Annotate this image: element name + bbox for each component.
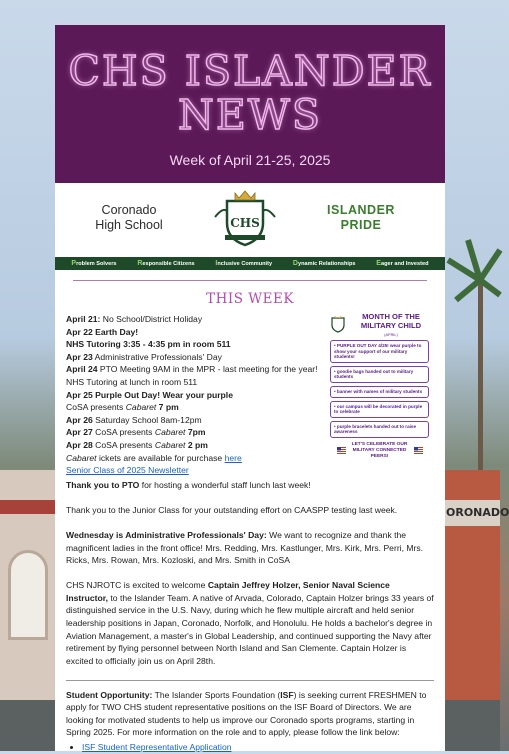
event-item: Apr 23 Administrative Professionals' Day	[66, 351, 222, 362]
event-item: Apr 26 Saturday School 8am-12pm	[66, 414, 202, 425]
event-item: Apr 28 CoSA presents Cabaret 2 pm	[66, 439, 208, 450]
palm-tree-image	[448, 220, 500, 470]
event-item: NHS Tutoring 3:35 - 4:35 pm in room 511	[66, 339, 231, 350]
event-item: April 21: No School/District Holiday	[66, 314, 203, 324]
event-item	[66, 464, 324, 477]
military-child-poster	[328, 312, 431, 459]
us-flag-icon	[337, 447, 346, 454]
school-name-line1: Coronado	[101, 203, 157, 217]
motto-line1: ISLANDER	[327, 203, 395, 217]
this-week-heading: THIS WEEK	[206, 291, 294, 307]
school-crest-icon	[213, 187, 277, 249]
article-divider	[66, 680, 434, 681]
building-sign: ORONADO	[444, 500, 500, 526]
articles	[55, 479, 445, 667]
crest-text: CHS	[230, 216, 260, 230]
njrotc-paragraph: CHS NJROTC is excited to welcome Captain Jeffrey Holzer, Senior Naval Science Instructor, to the Islander Team. A native of Arvada, Colorado, Captain Holzer brings 33 years of distinguished service in the U.S. Navy, during which he flew multiple aircraft and held senior leadership positions in Japan, Coronado, Norfolk, and Honolulu. He holds a bachelor's degree in Aviation Management, a master's in Global Leadership, and continued supporting the Navy after retirement by flying personnel between North Island and San Clemente. Captain Holzer is excited to officially join us on April 28th.	[66, 580, 434, 666]
event-item: Apr 22 Earth Day!	[66, 326, 139, 337]
event-item: April 24 PTO Meeting 9AM in the MPR - last meeting for the year!	[66, 364, 318, 375]
isf-application-link[interactable]: ISF Student Representative Application	[82, 742, 232, 753]
events-list	[66, 313, 324, 477]
week-label: Week of April 21-25, 2025	[169, 152, 331, 168]
poster-item: • purple bracelets handed out to raise awareness	[330, 421, 429, 438]
poster-item: • PURPLE OUT DAY 4/25! wear purple to show your support of our military students!	[330, 340, 429, 363]
poster-footer-text: LET'S CELEBRATE OUR MILITARY CONNECTED PEERS!	[351, 441, 408, 459]
poster-subtitle: (APRIL)	[384, 333, 398, 337]
value-item: Dynamic Relationships	[292, 260, 356, 267]
isf-paragraph: Student Opportunity: The Islander Sports Foundation (ISF) is seeking current FRESHMEN to apply for TWO CHS student representative positions on the ISF Board of Directors. We are looking for motivated students to help us improve our Coronado sports programs, starting in Spring 2025. For more information on the role and to apply, please follow the link below:	[66, 689, 427, 738]
poster-title: MONTH OF THE MILITARY CHILD	[360, 312, 422, 330]
us-flag-icon	[414, 447, 423, 454]
event-item: Apr 25 Purple Out Day! Wear your purple	[66, 389, 233, 400]
senior-newsletter-link[interactable]: Senior Class of 2025 Newsletter	[66, 465, 189, 476]
event-item: Cabaret ickets are available for purchase here	[66, 452, 242, 463]
event-item: Apr 27 CoSA presents Cabaret 7pm	[66, 427, 206, 438]
school-name-line2: High School	[95, 218, 163, 232]
isf-section	[55, 689, 445, 754]
values-bar	[55, 257, 445, 270]
poster-item: • goodie bags handed out to military students	[330, 366, 429, 383]
building-stripe	[0, 500, 58, 514]
value-item: Eager and Invested	[376, 260, 429, 267]
section-divider	[73, 280, 427, 281]
poster-header	[328, 313, 431, 333]
value-item: Problem Solvers	[71, 260, 117, 267]
masthead	[55, 25, 445, 183]
pto-thanks-paragraph: Thank you to PTO for hosting a wonderful staff lunch last week!	[66, 480, 311, 490]
value-item: Inclusive Community	[215, 260, 273, 267]
school-banner	[55, 185, 445, 251]
motto-line2: PRIDE	[340, 218, 382, 232]
event-item: CoSA presents Cabaret 7 pm	[66, 402, 179, 413]
building-arch	[8, 550, 48, 640]
junior-class-paragraph: Thank you to the Junior Class for your outstanding effort on CAASPP testing last week.	[66, 504, 398, 515]
event-item: NHS Tutoring at lunch in room 511	[66, 376, 198, 387]
poster-footer	[328, 442, 431, 460]
school-motto	[297, 203, 425, 233]
newsletter-title: CHS ISLANDER NEWS	[68, 47, 432, 139]
newsletter-card	[55, 25, 445, 751]
tickets-link[interactable]: here	[224, 452, 242, 463]
admin-day-paragraph: Wednesday is Administrative Professionals' Day: We want to recognize and thank the magnificent ladies in the front office! Mrs. Redding, Mrs. Kastlunger, Mrs. Kirk, Mrs. Perri, Mrs. Ricks, Mrs. Rowan, Mrs. Kozloski, and Mrs. Smith in CoSA	[66, 529, 424, 566]
poster-item: • banner with names of military students	[330, 386, 429, 398]
school-name	[65, 203, 193, 233]
isf-links-list	[66, 741, 434, 754]
poster-item: • our campus will be decorated in purple to celebrate	[330, 401, 429, 418]
school-crest-icon	[328, 315, 348, 333]
value-item: Responsible Citizens	[137, 260, 195, 267]
list-item	[82, 741, 434, 754]
this-week-section	[55, 307, 445, 479]
